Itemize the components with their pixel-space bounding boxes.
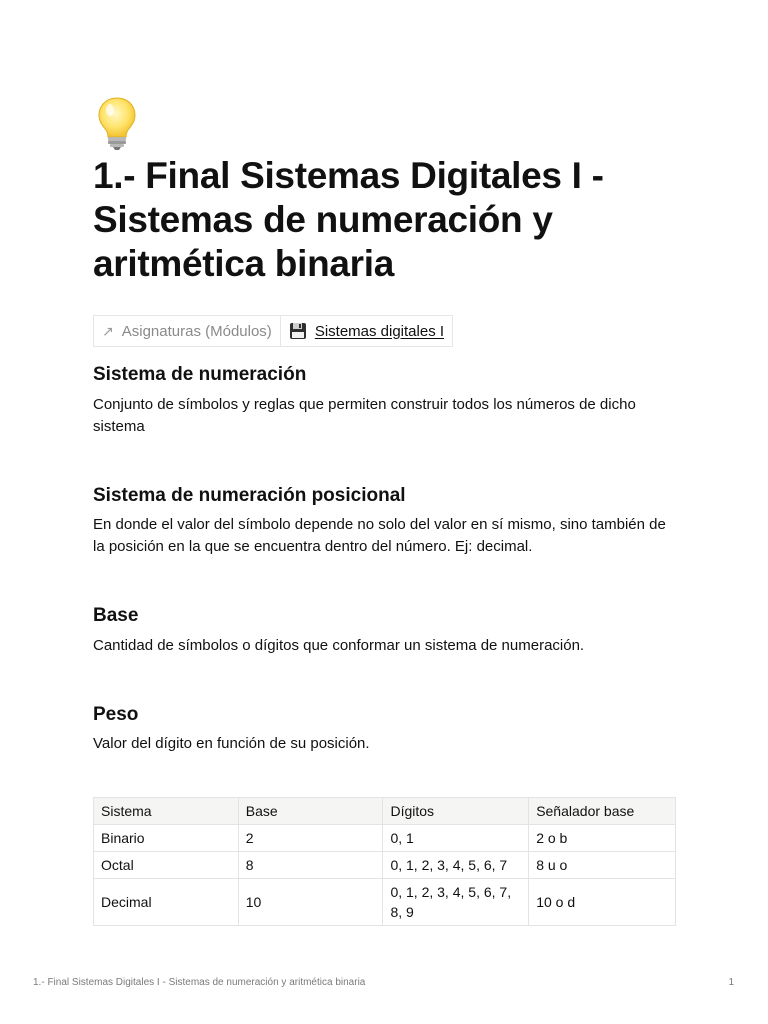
light-bulb-icon — [93, 94, 141, 150]
section-heading: Base — [93, 605, 139, 626]
table-cell: Binario — [94, 825, 239, 852]
relation-label: Asignaturas (Módulos) — [121, 322, 272, 340]
numbering-systems-table — [93, 797, 676, 926]
table-cell: 0, 1, 2, 3, 4, 5, 6, 7, 8, 9 — [383, 879, 529, 926]
table-cell: 2 — [238, 825, 383, 852]
arrow-up-right-icon: ↗ — [102, 322, 114, 339]
table-cell: 10 o d — [529, 879, 676, 926]
table-header-cell: Señalador base — [529, 798, 676, 825]
table-row — [94, 879, 676, 926]
section-heading: Sistema de numeración posicional — [93, 485, 406, 506]
table-cell: 8 u o — [529, 852, 676, 879]
linked-page-link[interactable]: Sistemas digitales I — [314, 322, 445, 340]
table-header-row — [94, 798, 676, 825]
relation-property[interactable] — [94, 316, 280, 346]
table-cell: 2 o b — [529, 825, 676, 852]
section-text: Cantidad de símbolos o dígitos que conformar un sistema de numeración. — [93, 637, 585, 654]
table-cell: 0, 1, 2, 3, 4, 5, 6, 7 — [383, 852, 529, 879]
table-header-cell: Sistema — [94, 798, 239, 825]
section-text: En donde el valor del símbolo depende no solo del valor en sí mismo, sino también de la posición en la que se encuentra dentro del número. Ej: decimal. — [93, 516, 666, 555]
section-heading: Sistema de numeración — [93, 364, 307, 385]
table-row — [94, 852, 676, 879]
linked-page[interactable] — [280, 316, 452, 346]
table-cell: Decimal — [94, 879, 239, 926]
page-footer — [33, 977, 734, 988]
page-title: 1.- Final Sistemas Digitales I - Sistemas de numeración y aritmética binaria — [93, 155, 604, 284]
table-cell: 10 — [238, 879, 383, 926]
section-heading: Peso — [93, 704, 139, 725]
floppy-disk-icon — [289, 322, 307, 340]
table-header-cell: Dígitos — [383, 798, 529, 825]
footer-title: 1.- Final Sistemas Digitales I - Sistemas de numeración y aritmética binaria — [33, 977, 366, 988]
table-header-cell: Base — [238, 798, 383, 825]
section-text: Conjunto de símbolos y reglas que permiten construir todos los números de dicho sistema — [93, 396, 636, 435]
table-cell: Octal — [94, 852, 239, 879]
section-text: Valor del dígito en función de su posición. — [93, 735, 370, 752]
table-cell: 0, 1 — [383, 825, 529, 852]
table-cell: 8 — [238, 852, 383, 879]
table-row — [94, 825, 676, 852]
page-number: 1 — [728, 977, 734, 988]
page-properties — [93, 315, 453, 347]
